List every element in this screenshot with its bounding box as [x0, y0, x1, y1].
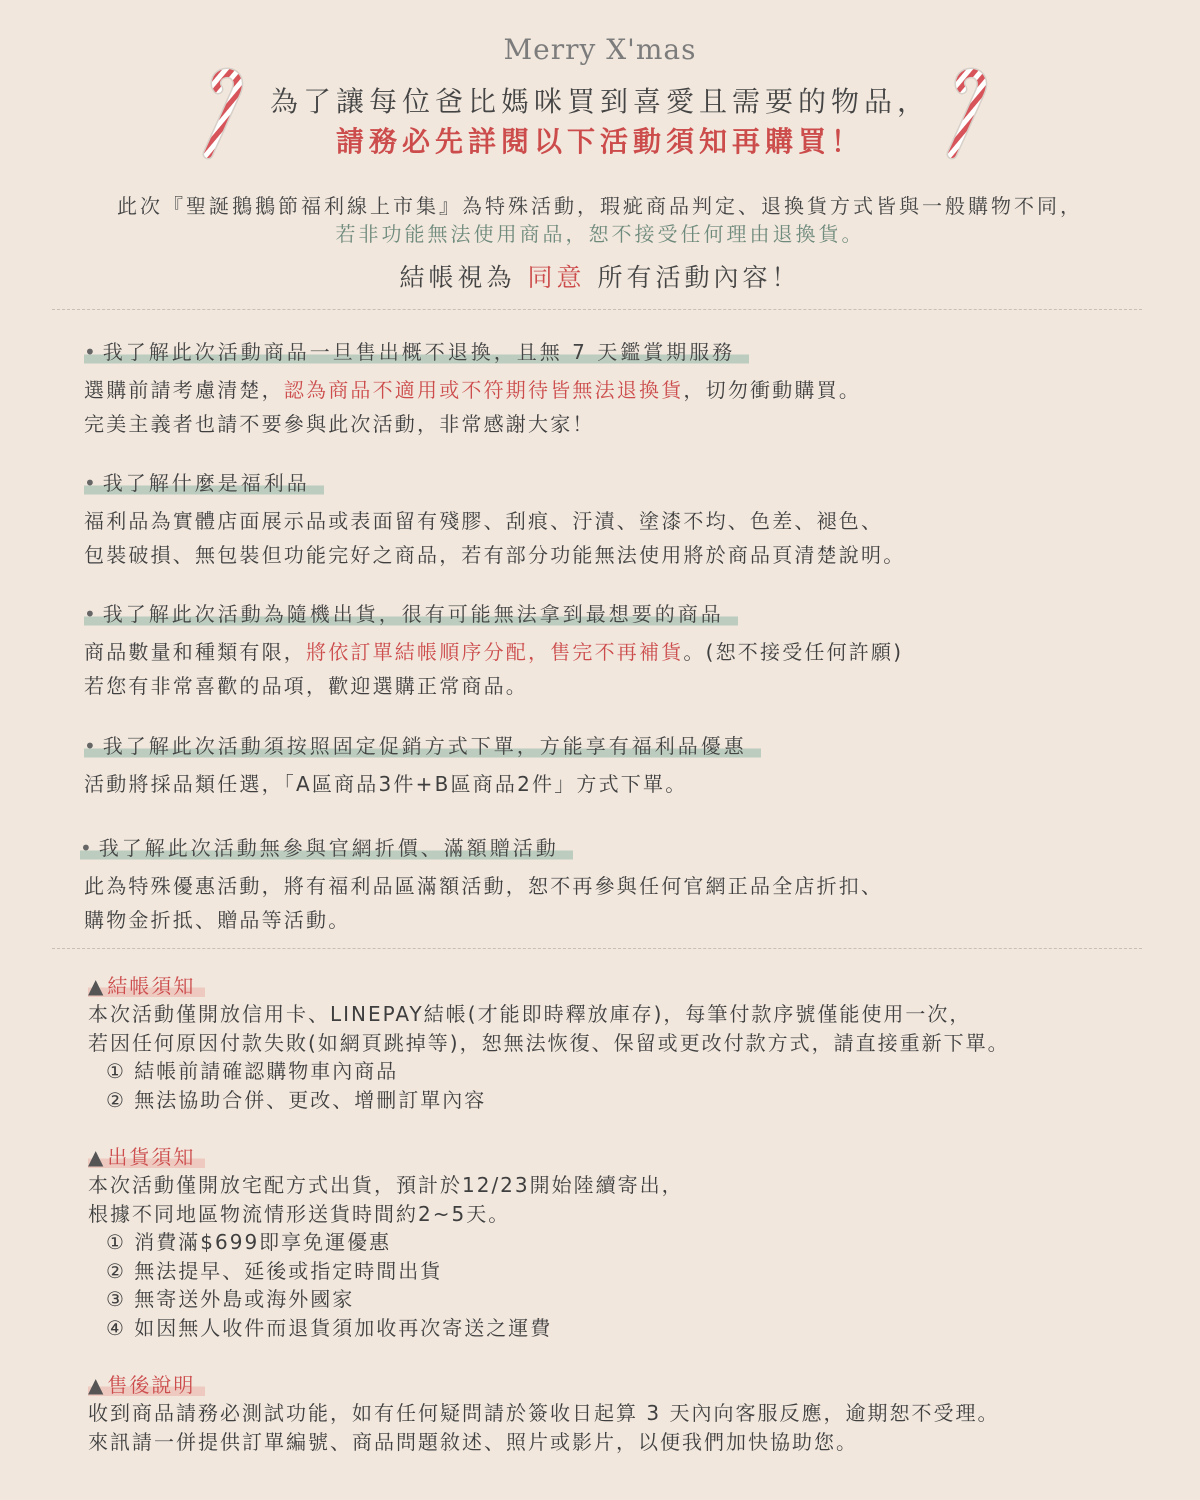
bullet: •	[80, 836, 95, 860]
notice-line: 本次活動僅開放信用卡、LINEPAY結帳(才能即時釋放庫存)，每筆付款序號僅能使用一次，	[88, 1002, 972, 1026]
agreement-random-shipping	[84, 599, 1144, 703]
notice-title-text: 出貨須知	[107, 1145, 196, 1169]
agreement-heading	[84, 337, 749, 367]
consent-highlight: 同意	[527, 263, 586, 292]
agreement-body-line: 福利品為實體店面展示品或表面留有殘膠、刮痕、汙漬、塗漆不均、色差、褪色、	[84, 509, 884, 533]
notice-title	[88, 1371, 205, 1399]
notice-line: 本次活動僅開放宅配方式出貨，預計於12/23開始陸續寄出，	[88, 1173, 684, 1197]
notice-title	[88, 1143, 205, 1171]
bullet: •	[84, 602, 99, 626]
text-segment: 。(恕不接受任何許願)	[683, 640, 904, 664]
agreement-body-line	[84, 373, 1144, 407]
triangle-icon: ▲	[88, 974, 106, 998]
consent-post: 所有活動內容！	[597, 263, 801, 292]
agreement-body-line: 活動將採品類任選，「A區商品3件+B區商品2件」方式下單。	[84, 772, 688, 796]
agreement-heading-text: 我了解此次活動商品一旦售出概不退換，且無 7 天鑑賞期服務	[102, 340, 736, 364]
notice-title-text: 售後說明	[107, 1373, 196, 1397]
notice-line: 來訊請一併提供訂單編號、商品問題敘述、照片或影片，以便我們加快協助您。	[88, 1429, 858, 1454]
bullet: •	[84, 471, 99, 495]
intro-line-2: 若非功能無法使用商品，恕不接受任何理由退換貨。	[335, 222, 865, 246]
notice-item: ④ 如因無人收件而退貨須加收再次寄送之運費	[106, 1315, 553, 1340]
agreement-body-line: 購物金折抵、贈品等活動。	[84, 908, 351, 932]
shipping-notice	[88, 1143, 1148, 1342]
agreement-heading	[80, 833, 573, 863]
triangle-icon: ▲	[88, 1145, 106, 1169]
agreement-body	[84, 373, 1144, 441]
notice-item: ② 無法提早、延後或指定時間出貨	[106, 1258, 443, 1283]
notice-line: 若因任何原因付款失敗(如網頁跳掉等)，恕無法恢復、保留或更改付款方式，請直接重新下單。	[88, 1030, 1010, 1055]
agreement-what-is-refurbished	[84, 468, 1144, 572]
agreement-body	[84, 504, 1144, 572]
header-line-2: 請務必先詳閱以下活動須知再購買！	[335, 125, 864, 158]
agreement-body	[84, 767, 1144, 801]
divider	[52, 948, 1142, 949]
notice-line: 收到商品請務必測試功能，如有任何疑問請於簽收日起算 3 天內向客服反應，逾期恕不受理。	[88, 1401, 1000, 1425]
notice-title	[88, 972, 205, 1000]
merry-xmas-title: Merry X'mas	[503, 33, 697, 66]
notice-title-text: 結帳須知	[107, 974, 196, 998]
notice-item: ② 無法協助合併、更改、增刪訂單內容	[106, 1087, 487, 1112]
intro-line-1: 此次『聖誕鵝鵝節福利線上市集』為特殊活動，瑕疵商品判定、退換貨方式皆與一般購物不同，	[117, 194, 1083, 218]
header	[0, 0, 1200, 170]
agreement-no-discounts	[80, 833, 1140, 937]
agreement-body-line	[84, 635, 1144, 669]
text-segment: 商品數量和種類有限，	[84, 640, 306, 664]
notice-item: ③ 無寄送外島或海外國家	[106, 1287, 355, 1311]
agreement-no-return	[84, 337, 1144, 441]
aftersales-notice	[88, 1371, 1148, 1456]
checkout-notice	[88, 972, 1148, 1114]
text-segment: ，切勿衝動購買。	[683, 378, 862, 402]
header-line-1: 為了讓每位爸比媽咪買到喜愛且需要的物品，	[269, 85, 930, 118]
agreement-heading-text: 我了解此次活動無參與官網折價、滿額贈活動	[98, 836, 559, 860]
triangle-icon: ▲	[88, 1373, 106, 1397]
consent-pre: 結帳視為	[399, 263, 516, 292]
notice-line: 根據不同地區物流情形送貨時間約2~5天。	[88, 1201, 511, 1226]
bullet: •	[84, 734, 99, 758]
notice-item: ① 結帳前請確認購物車內商品	[106, 1059, 399, 1083]
text-segment: 選購前請考慮清楚，	[84, 378, 284, 402]
agreement-heading-text: 我了解什麼是福利品	[102, 471, 310, 495]
agreement-heading-text: 我了解此次活動須按照固定促銷方式下單，方能享有福利品優惠	[102, 734, 747, 758]
notice-item: ① 消費滿$699即享免運優惠	[106, 1230, 392, 1254]
agreement-heading	[84, 468, 324, 498]
agreement-body-line: 包裝破損、無包裝但功能完好之商品，若有部分功能無法使用將於商品頁清楚說明。	[84, 543, 906, 567]
highlight-text: 認為商品不適用或不符期待皆無法退換貨	[283, 378, 684, 402]
agreement-body-line: 若您有非常喜歡的品項，歡迎選購正常商品。	[84, 674, 528, 698]
agreement-body-line: 此為特殊優惠活動，將有福利品區滿額活動，恕不再參與任何官網正品全店折扣、	[84, 874, 884, 898]
divider	[52, 309, 1142, 310]
consent-line	[0, 258, 1200, 294]
agreement-promo-ordering	[84, 731, 1144, 801]
bullet: •	[84, 340, 99, 364]
agreement-heading-text: 我了解此次活動為隨機出貨，很有可能無法拿到最想要的商品	[102, 602, 724, 626]
highlight-text: 將依訂單結帳順序分配，售完不再補貨	[306, 640, 684, 664]
agreement-body	[84, 635, 1144, 703]
agreement-body-line: 完美主義者也請不要參與此次活動，非常感謝大家！	[84, 412, 595, 436]
agreement-body	[80, 869, 1140, 937]
agreement-heading	[84, 599, 738, 629]
agreement-heading	[84, 731, 761, 761]
